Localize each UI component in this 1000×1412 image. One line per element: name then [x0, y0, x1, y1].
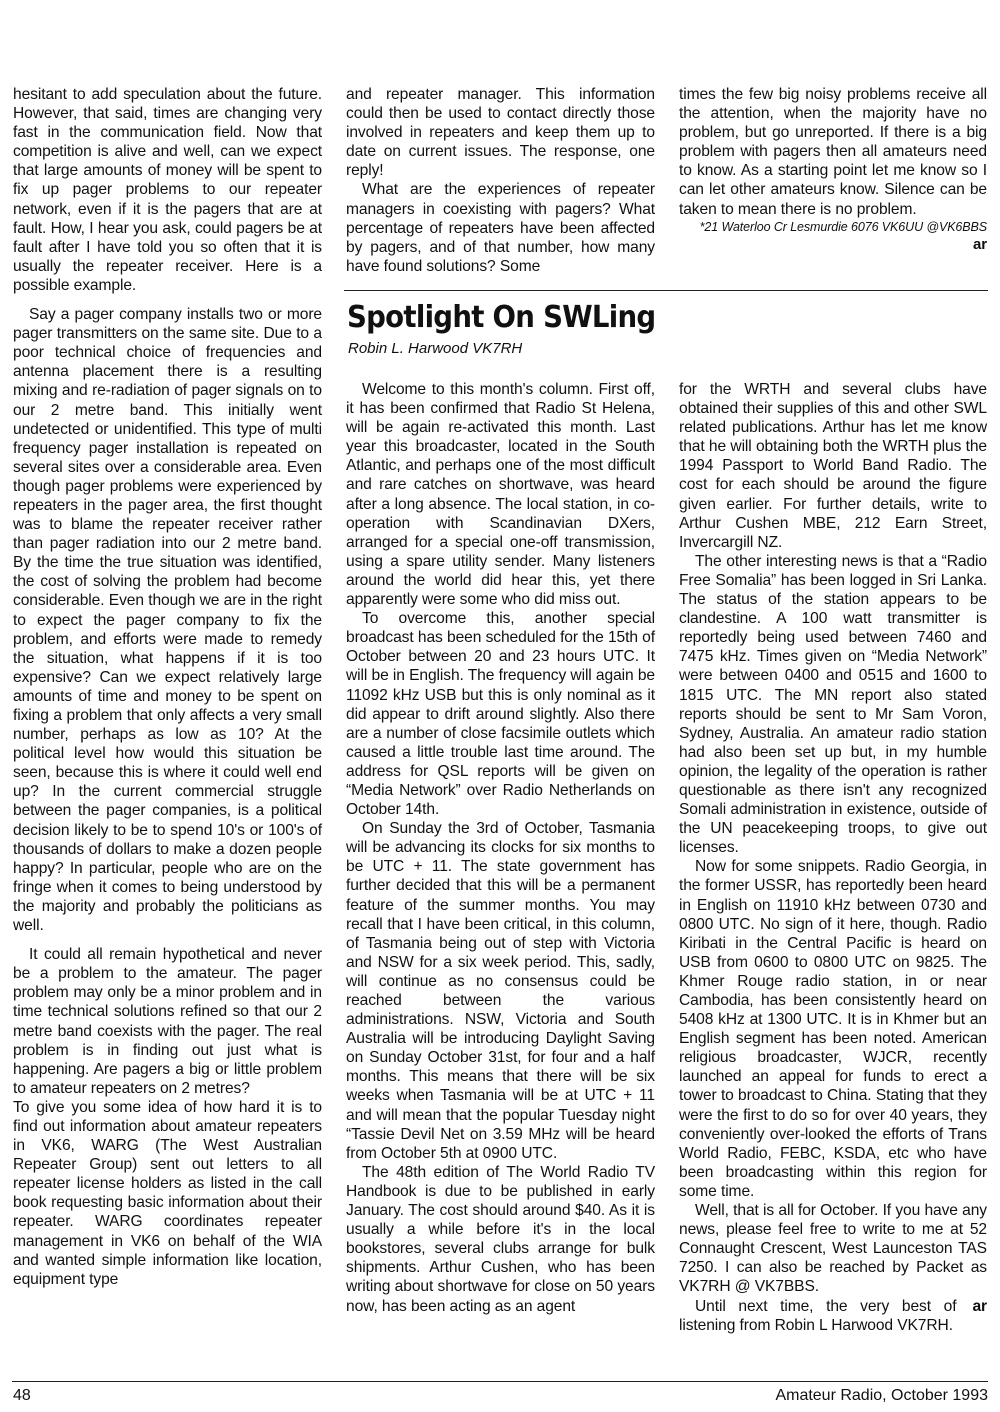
paragraph: Welcome to this month's column. First off, it has been confirmed that Radio St Helena, will be again re-activated this month. Last year this broadcaster, located in the South Atlantic, and perhaps one of the most difficult and rare catches on shortwave, was heard after a long absence. The local station, in co-operation with Scandinavian DXers, arranged for a special one-off transmission, using a spare utility sender. Many listeners around the world did hear this, yet there apparently were some who did miss out.	[346, 381, 655, 609]
author-address: *21 Waterloo Cr Lesmurdie 6076 VK6UU @VK6BBS	[699, 219, 987, 234]
paragraph: Now for some snippets. Radio Georgia, in the former USSR, has reportedly been heard in English on 11910 kHz between 0730 and 0800 UTC. No sign of it here, though. Radio Kiribati in the Central Pacific is heard on USB from 0600 to 0800 UTC on 9825. The Khmer Rouge radio station, in or near Cambodia, has been consistently heard on 5408 kHz at 1300 UTC. It is in Khmer but an English segment has been noted. American religious broadcaster, WJCR, recently launched an appeal for funds to erect a tower to broadcast to China. Stating that they were the first to do so for over 40 years, they conveniently over-looked the efforts of Trans World Radio, FEBC, KSDA, etc who have been broadcasting within this region for some time.	[679, 858, 987, 1200]
column-3	[679, 85, 987, 254]
column-5	[679, 380, 987, 1335]
paragraph: and repeater manager. This information could then be used to contact directly those involved in repeaters and keep them up to date on current issues. The response, one reply!	[346, 86, 655, 180]
paragraph: To give you some idea of how hard it is to find out information about amateur repeaters in VK6, WARG (The West Australian Repeater Group) sent out letters to all repeater license holders as listed in the call book requesting basic information about their repeater. WARG coordinates repeater management in VK6 on behalf of the WIA and wanted simple information like location, equipment type	[13, 1098, 322, 1288]
paragraph: Well, that is all for October. If you have any news, please feel free to write to me at 52 Connaught Crescent, West Launceston TAS 7250. I can also be reached by Packet as VK7RH @ VK7BBS.	[679, 1202, 987, 1296]
paragraph: hesitant to add speculation about the future. However, that said, times are changing very fast in the communication field. Now that competition is alive and well, can we expect that large amounts of money will be spent to fix up pager problems to our repeater network, even if it is the pagers that are at fault. How, I hear you ask, could pagers be at fault after I have told you so often that it is usually the repeater receiver. Here is a possible example.	[13, 86, 322, 294]
column-1	[13, 85, 322, 1289]
paragraph: Say a pager company installs two or more pager transmitters on the same site. Due to a poor technical choice of frequencies and antenna placement there is a resulting mixing and re-radiation of pager signals on to our 2 metre band. This initially went undetected or unidentified. This type of multi frequency pager installation is repeated on several sites over a considerable area. Even though pager problems were experienced by repeaters in the pager area, the first thought was to blame the repeater receiver rather than pager radiation into our 2 metre band. By the time the true situation was identified, the cost of solving the problem had become considerable. Even though we are in the right to expect the pager company to fix the problem, and efforts were made to remedy the situation, what happens if it is too expensive? Can we expect relatively large amounts of time and money to be spent on fixing a problem that only affects a very small number, perhaps as low as 10? At the political level how would this situation be seen, because this is where it could well end up? In the current commercial struggle between the pager companies, is a political decision likely to be to spend 10's or 100's of thousands of dollars to make a dozen people happy? In particular, people who are on the fringe when it comes to being understood by the majority and probably the politicians as well.	[13, 306, 322, 935]
footer-rule	[12, 1381, 988, 1382]
article-byline: Robin L. Harwood VK7RH	[348, 340, 523, 357]
article-headline: Spotlight On SWLing	[347, 300, 656, 335]
paragraph: It could all remain hypothetical and never be a problem to the amateur. The pager problem may only be a minor problem and in time technical solutions refined so that our 2 metre band coexists with the pager. The real problem is in finding out just what is happening. Are pagers a big or little problem to amateur repeaters on 2 metres?	[13, 946, 322, 1097]
paragraph: times the few big noisy problems receive all the attention, when the majority have no problem, but go unreported. If there is a big problem with pagers then all amateurs need to know. As a starting point let me know so I can let other amateurs know. Silence can be taken to mean there is no problem.	[679, 86, 987, 218]
end-mark: ar	[972, 1297, 987, 1315]
paragraph: for the WRTH and several clubs have obtained their supplies of this and other SWL related publications. Arthur has let me know that he will obtaining both the WRTH plus the 1994 Passport to World Band Radio. The cost for each should be around the figure given earlier. For further details, write to Arthur Cushen MBE, 212 Earn Street, Invercargill NZ.	[679, 381, 987, 551]
paragraph	[679, 1297, 987, 1335]
page-number: 48	[13, 1387, 31, 1404]
column-4	[346, 380, 655, 1316]
paragraph: On Sunday the 3rd of October, Tasmania will be advancing its clocks for six months to be UTC + 11. The state government has further decided that this will be a permanent feature of the summer months. You may recall that I have been critical, in this column, of Tasmania being out of step with Victoria and NSW for a six week period. This, sadly, will continue as no consensus could be reached between the various administrations. NSW, Victoria and South Australia will be introducing Daylight Saving on Sunday October 31st, for four and a half months. This means that there will be six weeks when Tasmania will be at UTC + 11 and will mean that the popular Tuesday night “Tassie Devil Net on 3.59 MHz will be heard from October 5th at 0900 UTC.	[346, 820, 655, 1162]
end-mark: ar	[973, 235, 987, 253]
column-2	[346, 85, 655, 276]
paragraph: What are the experiences of repeater managers in coexisting with pagers? What percentage of repeaters have been affected by pagers, and of that number, how many have found solutions? Some	[346, 181, 655, 275]
paragraph: The other interesting news is that a “Radio Free Somalia” has been logged in Sri Lanka. The status of the station appears to be clandestine. A 100 watt transmitter is reportedly being used between 7460 and 7475 kHz. Times given on “Media Network” were between 0400 and 0515 and 1600 to 1815 UTC. The MN report also stated reports should be sent to Mr Sam Voron, Sydney, Australia. An amateur radio station had also been set up but, in my humble opinion, the legality of the operation is rather questionable as there isn't any recognized Somali administration in existence, outside of the UN peacekeeping troops, to give out licenses.	[679, 552, 987, 857]
paragraph: The 48th edition of The World Radio TV Handbook is due to be published in early January. The cost should around $40. As it is usually a while before it's in the local bookstores, several clubs arrange for bulk shipments. Arthur Cushen, who has been writing about shortwave for close on 50 years now, has been acting as an agent	[346, 1163, 655, 1315]
section-divider	[344, 290, 988, 291]
closing-text: Until next time, the very best of listening from Robin L Harwood VK7RH.	[679, 1297, 957, 1334]
publication-footer: Amateur Radio, October 1993	[775, 1387, 988, 1404]
paragraph: To overcome this, another special broadcast has been scheduled for the 15th of October between 20 and 23 hours UTC. It will be in English. The frequency will again be 11092 kHz USB but this is only nominal as it did appear to drift around slightly. Also there are a number of close facsimile outlets which caused a little trouble last time around. The address for QSL reports will be given on “Media Network” over Radio Netherlands on October 14th.	[346, 610, 655, 819]
